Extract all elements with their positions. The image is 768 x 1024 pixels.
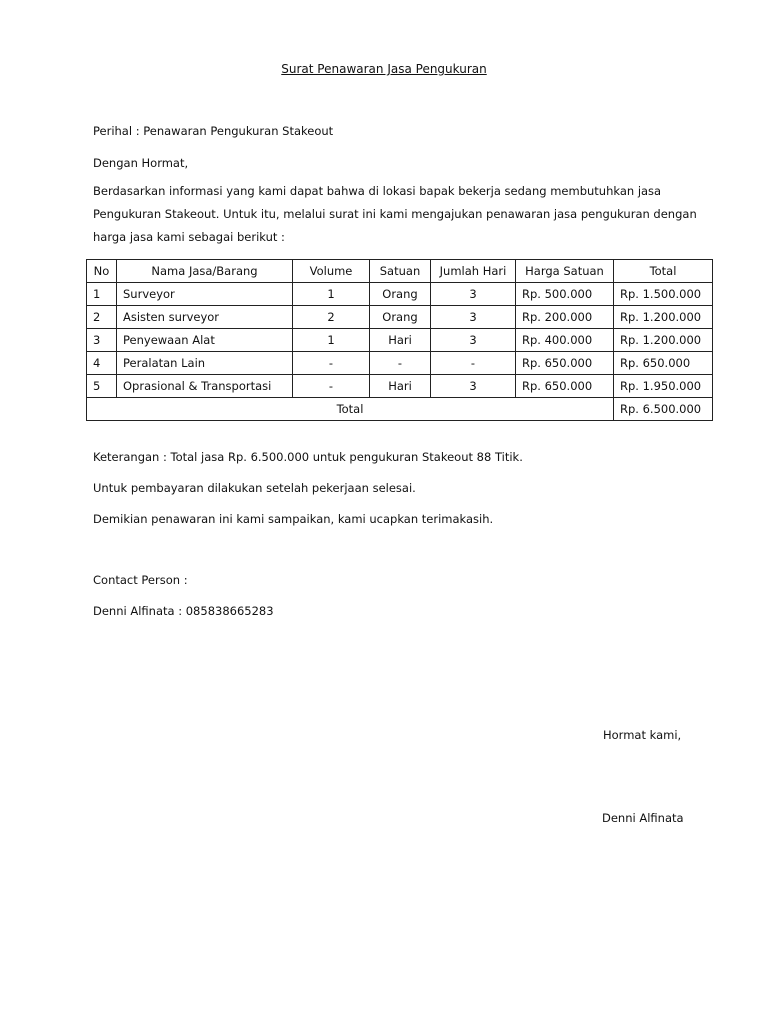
table-cell: Rp. 1.200.000 <box>614 306 713 329</box>
table-cell: 4 <box>87 352 117 375</box>
table-cell: Rp. 1.950.000 <box>614 375 713 398</box>
table-cell: Rp. 1.500.000 <box>614 283 713 306</box>
total-row <box>87 398 713 421</box>
signer-name: Denni Alfinata <box>602 811 684 825</box>
letter-title: Surat Penawaran Jasa Pengukuran <box>281 62 487 76</box>
table-cell: Rp. 650.000 <box>516 375 614 398</box>
remarks-line: Keterangan : Total jasa Rp. 6.500.000 untuk pengukuran Stakeout 88 Titik. <box>93 450 523 464</box>
table-cell: Orang <box>370 306 431 329</box>
table-cell: 3 <box>431 283 516 306</box>
table-cell: Asisten surveyor <box>117 306 293 329</box>
contact-heading: Contact Person : <box>93 573 188 587</box>
closing-line: Demikian penawaran ini kami sampaikan, kami ucapkan terimakasih. <box>93 512 494 526</box>
table-cell: Orang <box>370 283 431 306</box>
table-cell: 3 <box>431 306 516 329</box>
table-cell: 1 <box>87 283 117 306</box>
table-row <box>87 375 713 398</box>
table-row <box>87 329 713 352</box>
table-cell: Penyewaan Alat <box>117 329 293 352</box>
table-cell: 1 <box>293 329 370 352</box>
table-row <box>87 283 713 306</box>
table-cell: 3 <box>431 329 516 352</box>
contact-person: Denni Alfinata : 085838665283 <box>93 604 274 618</box>
table-cell: 3 <box>431 375 516 398</box>
table-cell: Oprasional & Transportasi <box>117 375 293 398</box>
table-cell: 3 <box>87 329 117 352</box>
column-header: Harga Satuan <box>516 260 614 283</box>
table-cell: 2 <box>87 306 117 329</box>
table-cell: Hari <box>370 329 431 352</box>
salutation: Dengan Hormat, <box>93 156 189 170</box>
table-cell: - <box>431 352 516 375</box>
total-label: Total <box>87 398 614 421</box>
table-cell: Rp. 650.000 <box>614 352 713 375</box>
table-cell: Rp. 200.000 <box>516 306 614 329</box>
subject-line: Perihal : Penawaran Pengukuran Stakeout <box>93 124 334 138</box>
total-value: Rp. 6.500.000 <box>614 398 713 421</box>
column-header: Satuan <box>370 260 431 283</box>
table-cell: Hari <box>370 375 431 398</box>
column-header: No <box>87 260 117 283</box>
table-header-row <box>87 260 713 283</box>
table-cell: 1 <box>293 283 370 306</box>
regards-line: Hormat kami, <box>603 728 682 742</box>
table-cell: Rp. 1.200.000 <box>614 329 713 352</box>
table-row <box>87 306 713 329</box>
payment-line: Untuk pembayaran dilakukan setelah pekerjaan selesai. <box>93 481 416 495</box>
table-cell: Surveyor <box>117 283 293 306</box>
table-cell: Rp. 650.000 <box>516 352 614 375</box>
pricing-table <box>86 259 713 421</box>
table-cell: Peralatan Lain <box>117 352 293 375</box>
table-cell: Rp. 400.000 <box>516 329 614 352</box>
table-cell: - <box>293 352 370 375</box>
table-cell: - <box>293 375 370 398</box>
table-cell: 5 <box>87 375 117 398</box>
intro-paragraph: Berdasarkan informasi yang kami dapat bahwa di lokasi bapak bekerja sedang membutuhkan jasa Pengukuran Stakeout. Untuk itu, melalui surat ini kami mengajukan penawaran jasa pengukuran dengan harga jasa kami sebagai berikut : <box>93 184 697 244</box>
column-header: Jumlah Hari <box>431 260 516 283</box>
table-cell: Rp. 500.000 <box>516 283 614 306</box>
column-header: Total <box>614 260 713 283</box>
table-cell: 2 <box>293 306 370 329</box>
column-header: Nama Jasa/Barang <box>117 260 293 283</box>
table-row <box>87 352 713 375</box>
table-cell: - <box>370 352 431 375</box>
column-header: Volume <box>293 260 370 283</box>
